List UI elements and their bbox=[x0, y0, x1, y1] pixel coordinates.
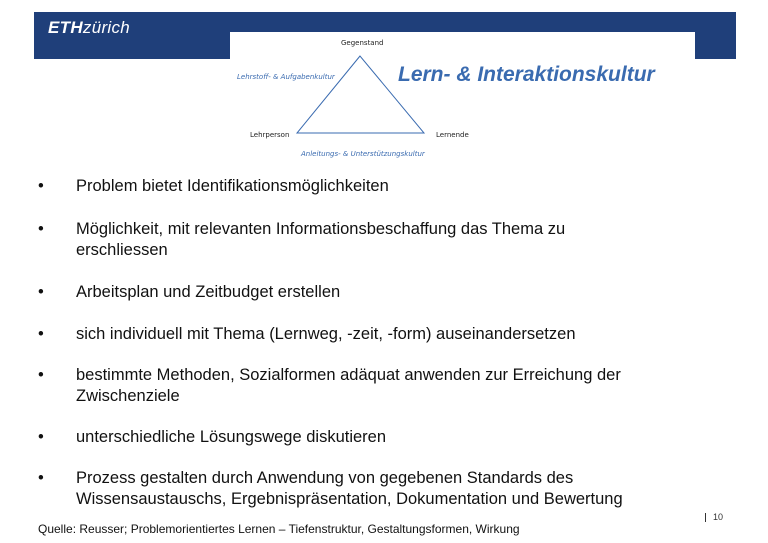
logo-eth: ETH bbox=[48, 18, 83, 37]
logo-zurich: zürich bbox=[82, 18, 131, 37]
bullet-text: Problem bietet Identifikationsmöglichkeiten bbox=[76, 177, 389, 195]
page-number-divider bbox=[705, 513, 706, 522]
bullet-marker: • bbox=[38, 325, 44, 343]
bullet-marker: • bbox=[38, 469, 44, 487]
bullet-text: sich individuell mit Thema (Lernweg, -zeit, -form) auseinandersetzen bbox=[76, 325, 576, 343]
bullet-marker: • bbox=[38, 177, 44, 195]
bullet-text: unterschiedliche Lösungswege diskutieren bbox=[76, 428, 387, 446]
source-citation: Quelle: Reusser; Problemorientiertes Lernen – Tiefenstruktur, Gestaltungsformen, Wirkung bbox=[38, 522, 520, 536]
bullet-text: bestimmte Methoden, Sozialformen adäquat anwenden zur Erreichung der Zwischenziele bbox=[76, 366, 621, 405]
bullet-marker: • bbox=[38, 220, 44, 238]
triangle-left-label: Lehrperson bbox=[250, 131, 290, 139]
bullet-marker: • bbox=[38, 366, 44, 384]
page-number: 10 bbox=[713, 512, 724, 522]
bullet-text: Prozess gestalten durch Anwendung von gegebenen Standards des Wissensaustauschs, Ergebnispräsentation, Dokumentation und Bewertung bbox=[76, 469, 623, 508]
triangle-right-label: Lernende bbox=[436, 131, 469, 139]
bullet-marker: • bbox=[38, 428, 44, 446]
triangle-bottom-side-label: Anleitungs- & Unterstützungskultur bbox=[301, 150, 425, 158]
slide-title: Lern- & Interaktionskultur bbox=[398, 63, 655, 86]
bullet-marker: • bbox=[38, 283, 44, 301]
triangle-left-side-label: Lehrstoff- & Aufgabenkultur bbox=[237, 73, 335, 81]
bullet-text: Arbeitsplan und Zeitbudget erstellen bbox=[76, 283, 341, 301]
bullet-text: Möglichkeit, mit relevanten Informationsbeschaffung das Thema zu erschliessen bbox=[76, 220, 566, 259]
triangle-top-label: Gegenstand bbox=[341, 39, 384, 47]
